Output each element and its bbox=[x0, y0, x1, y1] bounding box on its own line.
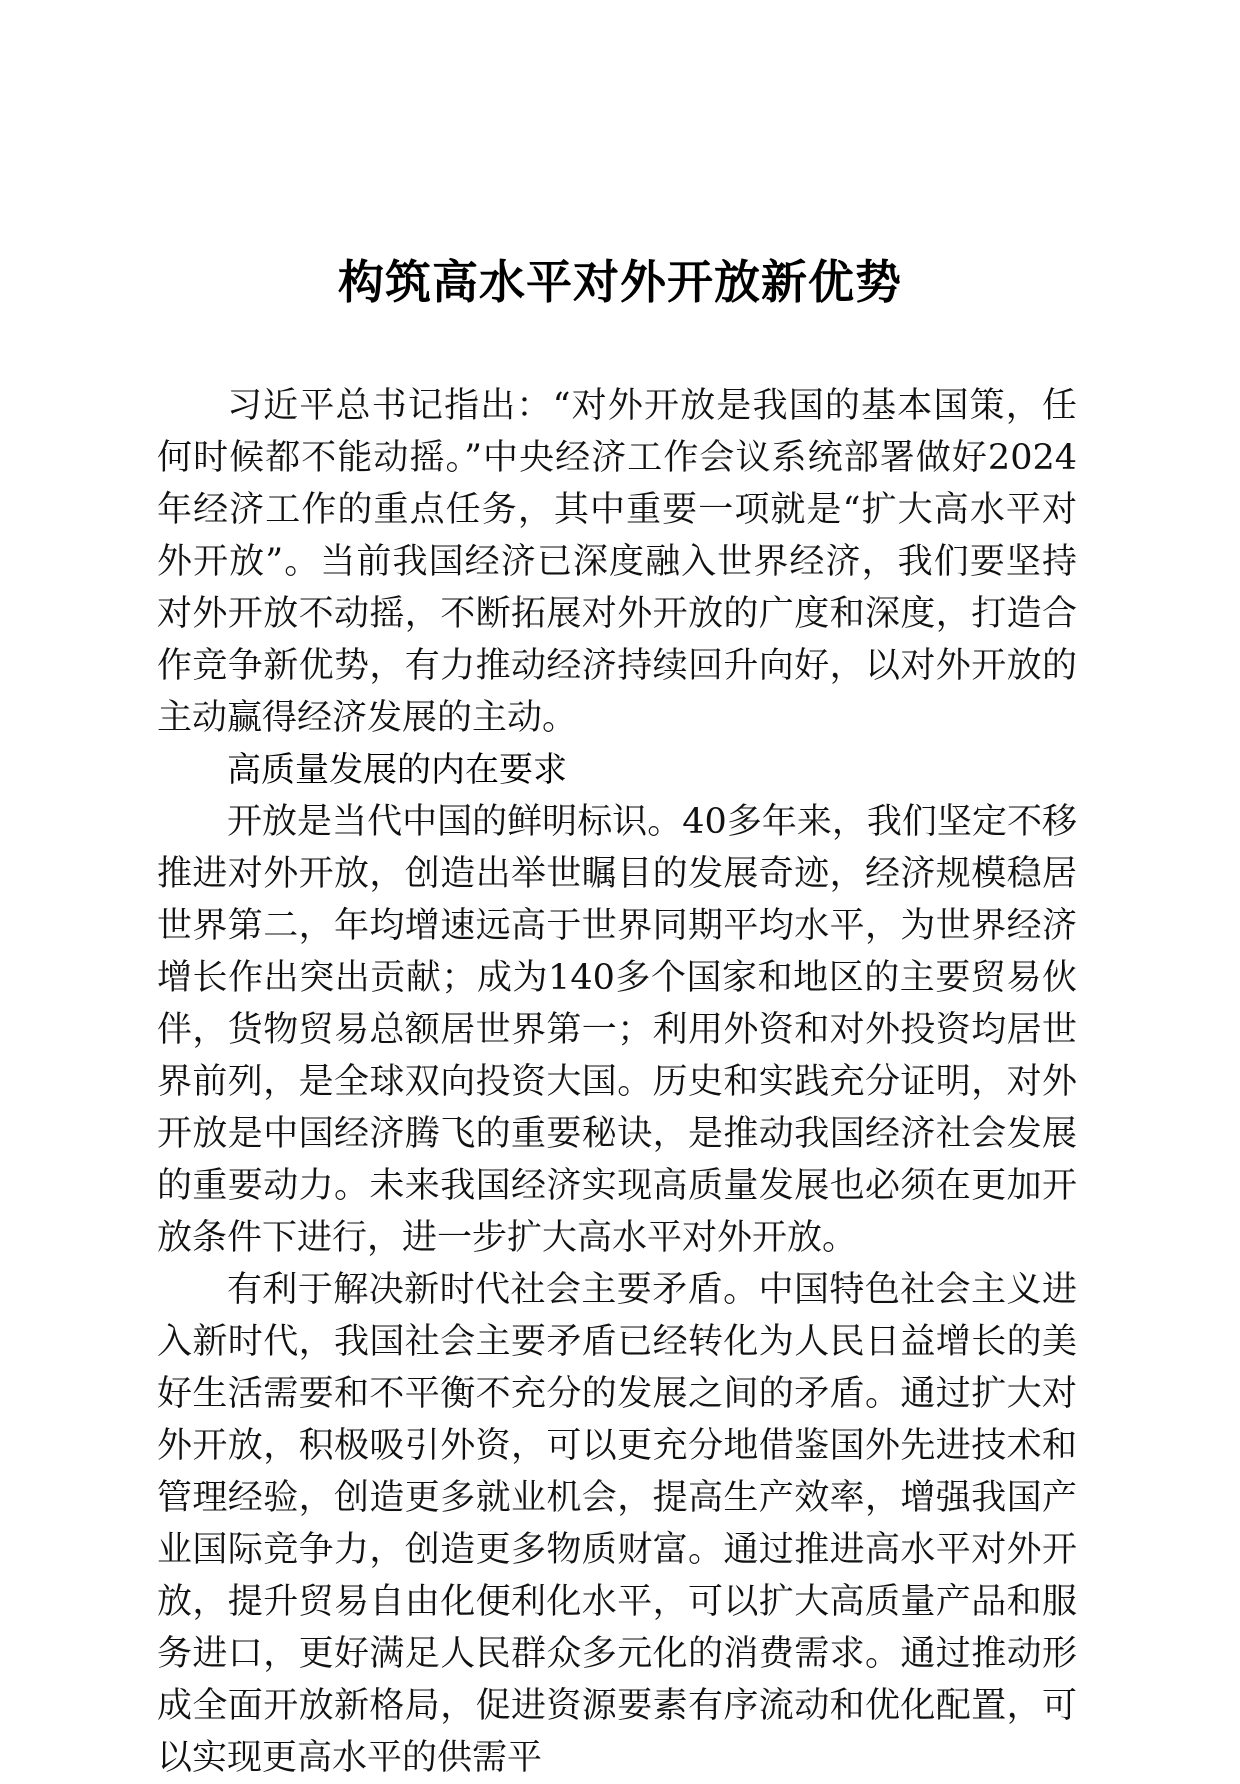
section-heading: 高质量发展的内在要求 bbox=[227, 750, 567, 790]
document-body bbox=[157, 380, 1077, 1784]
section-paragraph-1: 开放是当代中国的鲜明标识。40多年来，我们坚定不移推进对外开放，创造出举世瞩目的发展奇迹，经济规模稳居世界第二，年均增速远高于世界同期平均水平，为世界经济增长作出突出贡献；成为140多个国家和地区的主要贸易伙伴，货物贸易总额居世界第一；利用外资和对外投资均居世界前列，是全球双向投资大国。历史和实践充分证明，对外开放是中国经济腾飞的重要秘诀，是推动我国经济社会发展的重要动力。未来我国经济实现高质量发展也必须在更加开放条件下进行，进一步扩大高水平对外开放。 bbox=[157, 802, 1077, 1258]
section-paragraph-2: 有利于解决新时代社会主要矛盾。中国特色社会主义进入新时代，我国社会主要矛盾已经转化为人民日益增长的美好生活需要和不平衡不充分的发展之间的矛盾。通过扩大对外开放，积极吸引外资，可以更充分地借鉴国外先进技术和管理经验，创造更多就业机会，提高生产效率，增强我国产业国际竞争力，创造更多物质财富。通过推进高水平对外开放，提升贸易自由化便利化水平，可以扩大高质量产品和服务进口，更好满足人民群众多元化的消费需求。通过推动形成全面开放新格局，促进资源要素有序流动和优化配置，可以实现更高水平的供需平 bbox=[157, 1270, 1077, 1778]
document-title: 构筑高水平对外开放新优势 bbox=[338, 255, 902, 309]
intro-paragraph: 习近平总书记指出：“对外开放是我国的基本国策，任何时候都不能动摇。”中央经济工作会议系统部署做好2024年经济工作的重点任务，其中重要一项就是“扩大高水平对外开放”。当前我国经济已深度融入世界经济，我们要坚持对外开放不动摇，不断拓展对外开放的广度和深度，打造合作竞争新优势，有力推动经济持续回升向好，以对外开放的主动赢得经济发展的主动。 bbox=[157, 386, 1077, 738]
